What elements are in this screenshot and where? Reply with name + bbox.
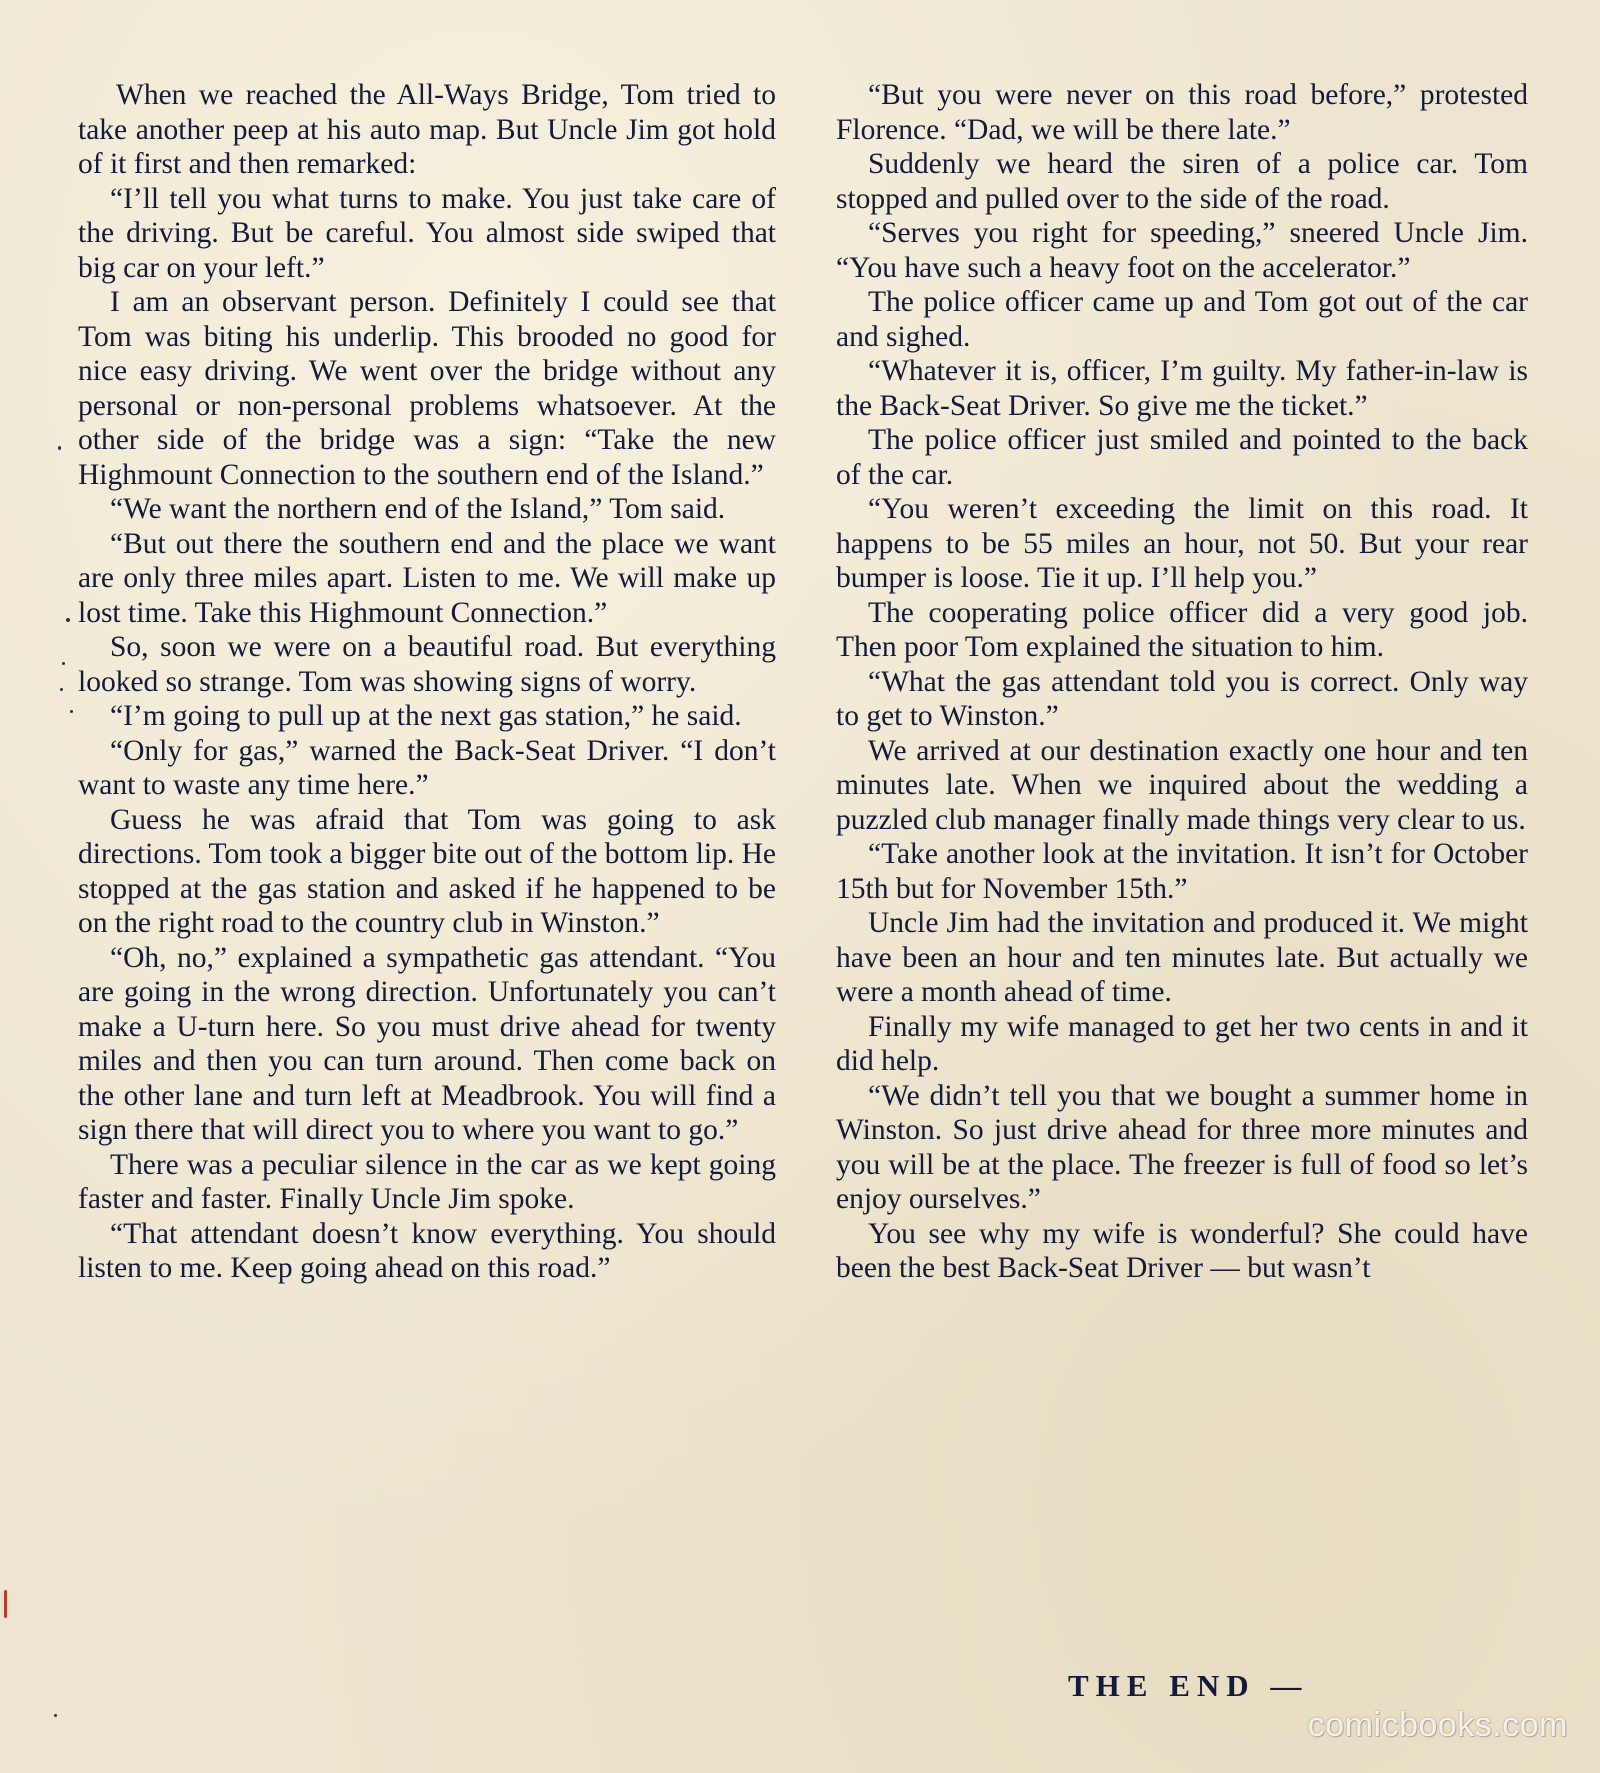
paragraph: “That attendant doesn’t know everything. You should listen to me. Keep going ahead on this road.” (78, 1217, 776, 1284)
the-end-mark: THE END — (1068, 1668, 1309, 1703)
print-speck (54, 1714, 57, 1717)
paragraph: “I’ll tell you what turns to make. You just take care of the driving. But be careful. You almost side swiped that big car on your left.” (78, 182, 776, 284)
paragraph: “Only for gas,” warned the Back-Seat Driver. “I don’t want to waste any time here.” (78, 734, 776, 801)
paragraph: “Serves you right for speeding,” sneered Uncle Jim. “You have such a heavy foot on the accelerator.” (836, 217, 1528, 284)
paragraph: “We want the northern end of the Island,” Tom said. (110, 493, 726, 525)
print-speck (70, 710, 73, 713)
print-speck (60, 688, 63, 691)
left-text-column (78, 78, 776, 1286)
paragraph: “What the gas attendant told you is correct. Only way to get to Winston.” (836, 665, 1528, 732)
margin-ink-mark (4, 1590, 7, 1618)
paragraph: When we reached the All-Ways Bridge, Tom tried to take another peep at his auto map. But Uncle Jim got hold of it first and then remarked: (78, 79, 776, 180)
paragraph: “But you were never on this road before,” protested Florence. “Dad, we will be there late.” (836, 79, 1528, 146)
paragraph: “I’m going to pull up at the next gas station,” he said. (110, 700, 742, 732)
paragraph: “Take another look at the invitation. It isn’t for October 15th but for November 15th.” (836, 838, 1528, 905)
paragraph: You see why my wife is wonderful? She could have been the best Back-Seat Driver — but wasn’t (836, 1217, 1528, 1284)
paragraph: Finally my wife managed to get her two cents in and it did help. (836, 1010, 1528, 1077)
paragraph: So, soon we were on a beautiful road. But everything looked so strange. Tom was showing signs of worry. (78, 631, 776, 698)
paragraph: “You weren’t exceeding the limit on this road. It happens to be 55 miles an hour, not 50. But your rear bumper is loose. Tie it up. I’ll help you.” (836, 493, 1528, 594)
paragraph: The police officer came up and Tom got out of the car and sighed. (836, 286, 1528, 353)
paragraph: “Whatever it is, officer, I’m guilty. My father-in-law is the Back-Seat Driver. So give me the ticket.” (836, 355, 1528, 422)
paragraph: Guess he was afraid that Tom was going to ask directions. Tom took a bigger bite out of the bottom lip. He stopped at the gas station and asked if he happened to be on the right road to the country club in Winston.” (78, 803, 776, 939)
paragraph: Uncle Jim had the invitation and produced it. We might have been an hour and ten minutes late. But actually we were a month ahead of time. (836, 907, 1528, 1008)
print-speck (62, 662, 65, 665)
paragraph: We arrived at our destination exactly one hour and ten minutes late. When we inquired about the wedding a puzzled club manager finally made things very clear to us. (836, 734, 1528, 836)
paragraph: The police officer just smiled and pointed to the back of the car. (836, 424, 1528, 491)
paragraph: I am an observant person. Definitely I could see that Tom was biting his underlip. This brooded no good for nice easy driving. We went over the bridge without any personal or non-personal problems whatsoever. At the other side of the bridge was a sign: “Take the new Highmount Connection to the southern end of the Island.” (78, 286, 776, 491)
paragraph: “We didn’t tell you that we bought a summer home in Winston. So just drive ahead for three more minutes and you will be at the place. The freezer is full of food so let’s enjoy ourselves.” (836, 1079, 1528, 1215)
paragraph: “But out there the southern end and the place we want are only three miles apart. Listen to me. We will make up lost time. Take this Highmount Connection.” (78, 527, 776, 629)
site-watermark: comicbooks.com (1307, 1706, 1568, 1744)
print-speck (58, 446, 61, 450)
paragraph: “Oh, no,” explained a sympathetic gas attendant. “You are going in the wrong direction. Unfortunately you can’t make a U-turn here. So you must drive ahead for twenty miles and then you can turn around. Then come back on the other lane and turn left at Meadbrook. You will find a sign there that will direct you to where you want to go.” (78, 941, 776, 1146)
print-speck (66, 618, 70, 622)
right-text-column (836, 78, 1528, 1286)
paragraph: The cooperating police officer did a very good job. Then poor Tom explained the situation to him. (836, 596, 1528, 663)
paragraph: Suddenly we heard the siren of a police car. Tom stopped and pulled over to the side of the road. (836, 148, 1528, 215)
paragraph: There was a peculiar silence in the car as we kept going faster and faster. Finally Uncle Jim spoke. (78, 1148, 776, 1215)
